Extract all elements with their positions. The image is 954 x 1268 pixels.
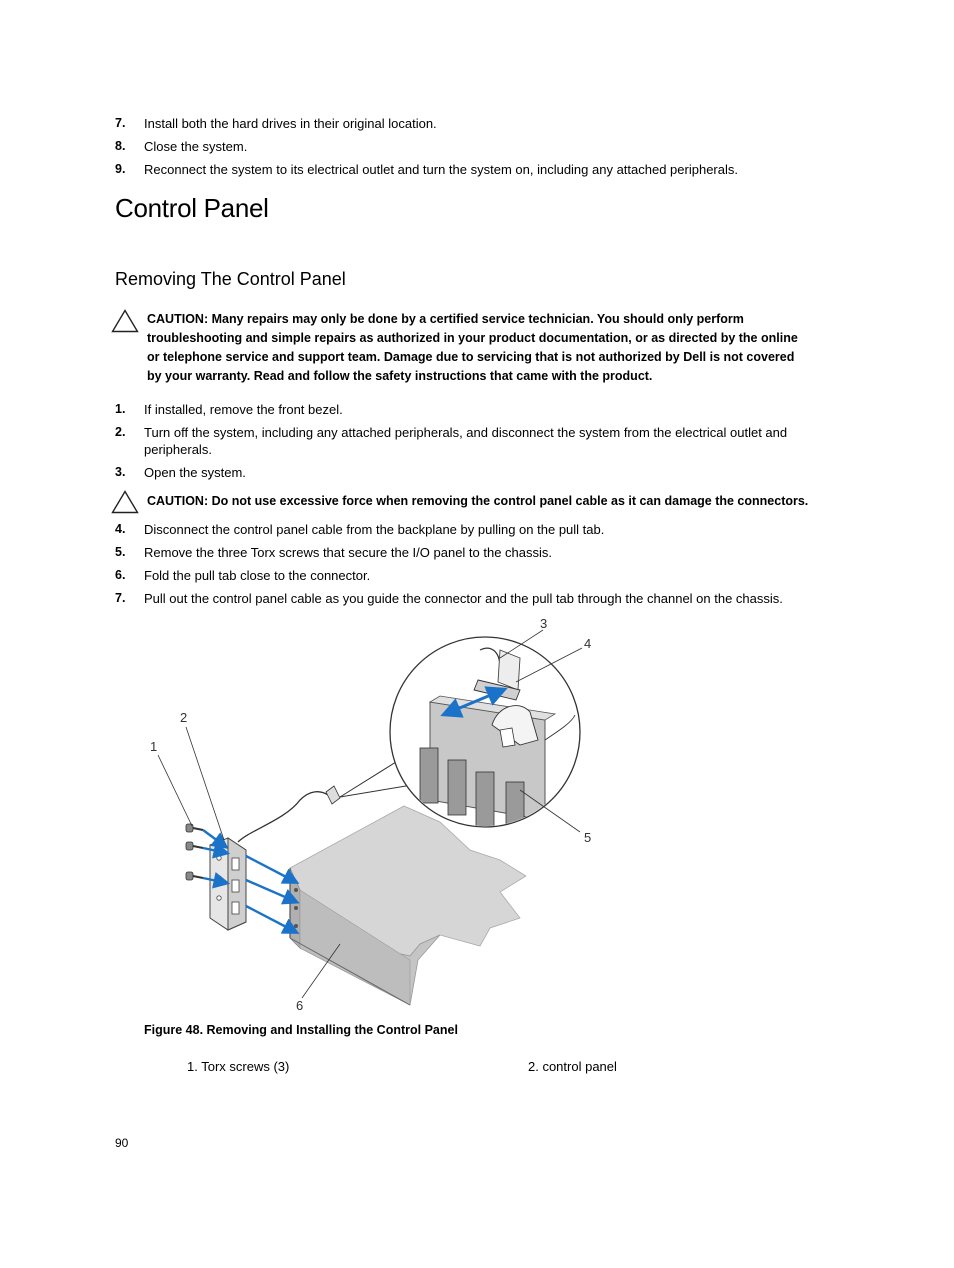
step-text: Fold the pull tab close to the connector. bbox=[144, 568, 371, 583]
step-number: 9. bbox=[115, 162, 126, 176]
legend-item: 1. Torx screws (3) bbox=[187, 1059, 290, 1074]
step-number: 6. bbox=[115, 568, 126, 582]
step-text: Reconnect the system to its electrical outlet and turn the system on, including any attached peripherals. bbox=[144, 162, 738, 177]
step-text: Pull out the control panel cable as you guide the connector and the pull tab through the channel on the chassis. bbox=[144, 591, 783, 606]
figure-caption: Figure 48. Removing and Installing the Control Panel bbox=[144, 1023, 458, 1037]
callout-label: 4 bbox=[584, 636, 592, 651]
detail-inset bbox=[390, 637, 580, 837]
callout-label: 3 bbox=[540, 616, 548, 631]
step-number: 1. bbox=[115, 402, 126, 416]
caution-icon bbox=[111, 309, 139, 333]
step-text: If installed, remove the front bezel. bbox=[144, 402, 343, 417]
step-number: 7. bbox=[115, 591, 126, 605]
step-text: Disconnect the control panel cable from the backplane by pulling on the pull tab. bbox=[144, 522, 605, 537]
callout-label: 2 bbox=[180, 710, 188, 725]
chassis bbox=[290, 806, 526, 1005]
step-number: 4. bbox=[115, 522, 126, 536]
step-number: 3. bbox=[115, 465, 126, 479]
torx-screws bbox=[186, 824, 203, 880]
step-text: Turn off the system, including any attached peripherals, and disconnect the system from the electrical outlet and peripherals. bbox=[144, 425, 788, 457]
step-text: Open the system. bbox=[144, 465, 246, 480]
step-number: 8. bbox=[115, 139, 126, 153]
step-number: 7. bbox=[115, 116, 126, 130]
callout-label: 6 bbox=[296, 998, 304, 1013]
step-text: Remove the three Torx screws that secure the I/O panel to the chassis. bbox=[144, 545, 553, 560]
control-panel-figure bbox=[140, 612, 620, 1017]
step-text: Install both the hard drives in their original location. bbox=[144, 116, 437, 131]
page-number: 90 bbox=[115, 1136, 129, 1150]
caution-note: CAUTION: Many repairs may only be done by a certified service technician. You should only perform troubleshooting and simple repairs as authorized in your product documentation, or as directed by the online or telephone service and support team. Damage due to servicing that is not authorized by Dell is not covered by your warranty. Read and follow the safety instructions that came with the product. bbox=[147, 312, 798, 383]
caution-note: CAUTION: Do not use excessive force when removing the control panel cable as it can damage the connectors. bbox=[147, 494, 809, 508]
callout-label: 1 bbox=[150, 739, 158, 754]
section-title: Control Panel bbox=[115, 193, 269, 223]
step-text: Close the system. bbox=[144, 139, 248, 154]
callout-label: 5 bbox=[584, 830, 592, 845]
legend-item: 2. control panel bbox=[528, 1059, 617, 1074]
subsection-title: Removing The Control Panel bbox=[115, 269, 346, 289]
caution-icon bbox=[111, 490, 139, 514]
step-number: 2. bbox=[115, 425, 126, 439]
step-number: 5. bbox=[115, 545, 126, 559]
